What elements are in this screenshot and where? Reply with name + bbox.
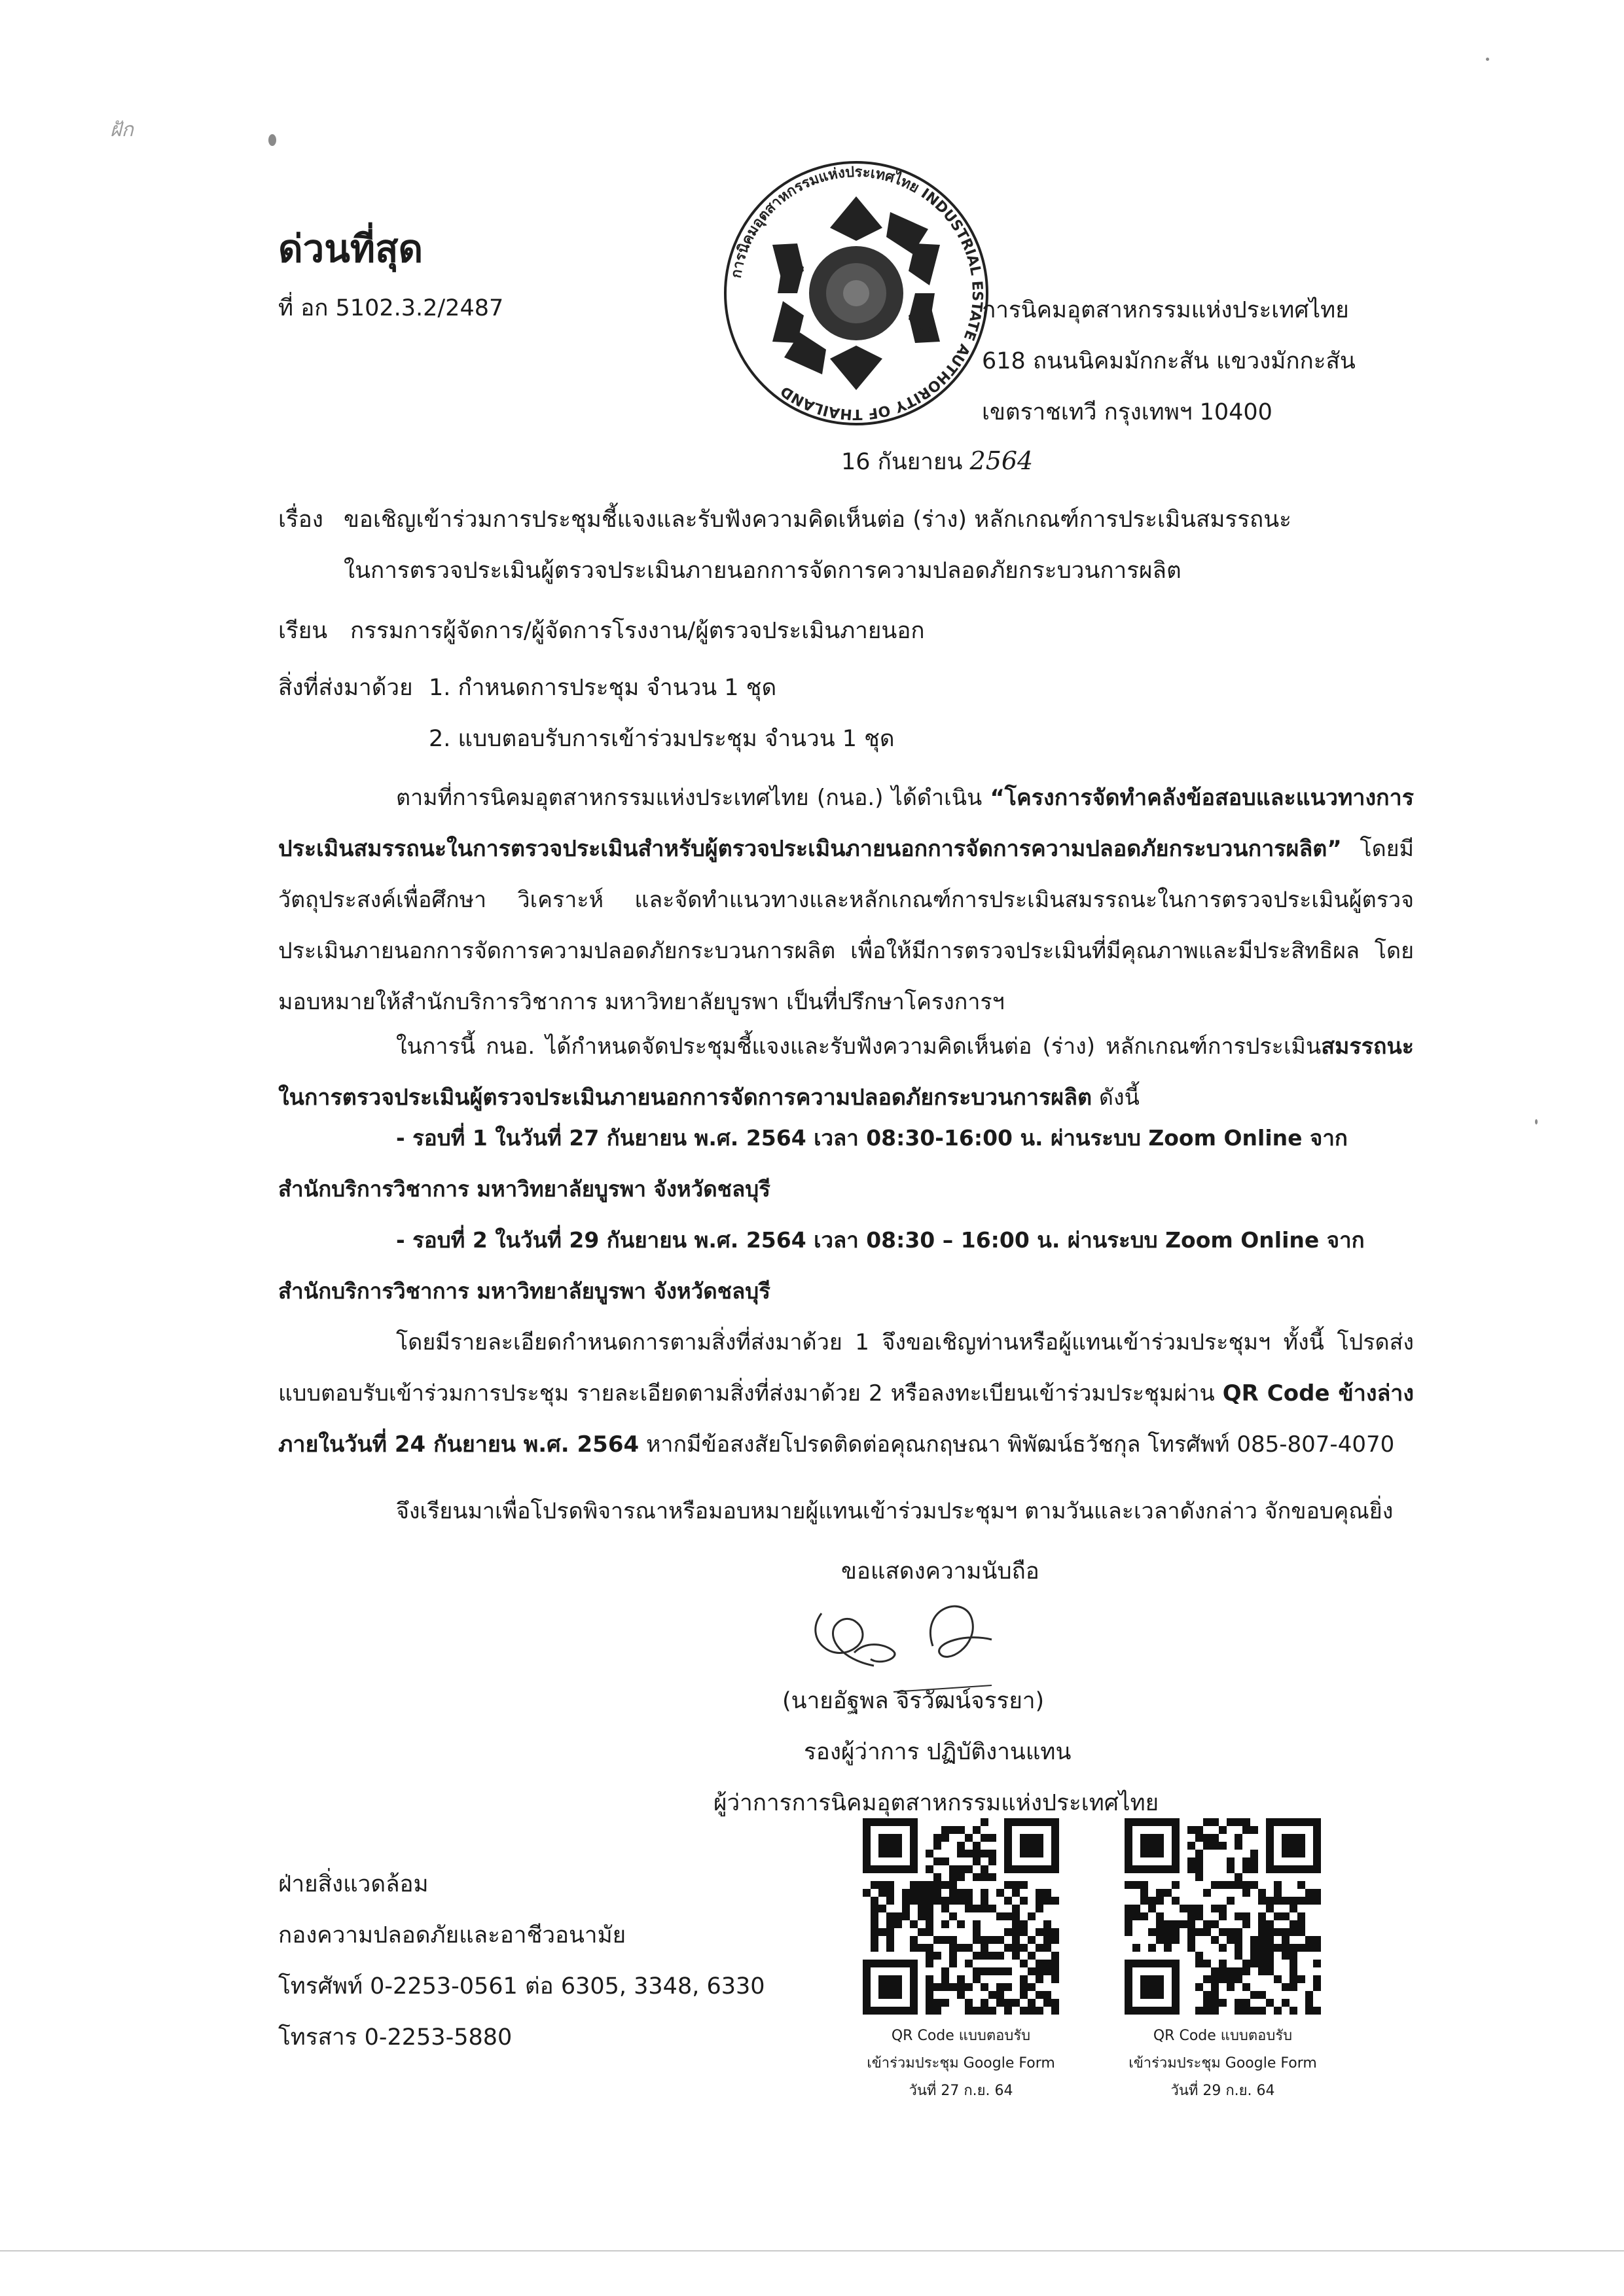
subject-line2: ในการตรวจประเมินผู้ตรวจประเมินภายนอกการจัดการความปลอดภัยกระบวนการผลิต [344,558,1182,584]
body-paragraph-2 [278,1021,1414,1123]
qr-code-icon[interactable] [1125,1818,1321,2015]
round-1-line2: สำนักบริการวิชาการ มหาวิทยาลัยบูรพา จังหวัดชลบุรี [278,1176,770,1202]
qr-caption-1-line3: วันที่ 27 ก.ย. 64 [909,2083,1013,2099]
round-1-line1: - รอบที่ 1 ในวันที่ 27 กันยายน พ.ศ. 2564 เวลา 08:30-16:00 น. ผ่านระบบ Zoom Online จาก [396,1125,1348,1151]
scan-speck [1535,1119,1538,1124]
qr-caption-2-line3: วันที่ 29 ก.ย. 64 [1170,2083,1275,2099]
signatory-name: (นายอัฐพล จิรวัฒน์จรรยา) [782,1688,1045,1714]
contact-department: ฝ่ายสิ่งแวดล้อม [278,1871,429,1897]
p2-end: ดังนี้ [1092,1085,1140,1111]
p1-project-name: “โครงการจัดทำคลังข้อสอบและแนวทางการประเมินสมรรถนะในการตรวจประเมินสำหรับผู้ตรวจประเมินภายนอกการจัดการความปลอดภัยกระบวนการผลิต” [278,785,1414,862]
round-2-line1: - รอบที่ 2 ในวันที่ 29 กันยายน พ.ศ. 2564 เวลา 08:30 – 16:00 น. ผ่านระบบ Zoom Online จาก [396,1227,1365,1253]
ieat-seal-logo [719,156,994,431]
scan-speck [1486,58,1489,61]
closing-paragraph: จึงเรียนมาเพื่อโปรดพิจารณาหรือมอบหมายผู้แทนเข้าร่วมประชุมฯ ตามวันและเวลาดังกล่าว จักขอบคุณยิ่ง [396,1498,1394,1524]
body-paragraph-1 [278,772,1414,1028]
qr-caption-2 [1105,2022,1341,2105]
urgency-label: ด่วนที่สุด [278,226,424,271]
recipient-label: เรียน [278,618,328,644]
date-year-handwritten: 2564 [969,446,1034,475]
enclosures-label: สิ่งที่ส่งมาด้วย [278,675,413,701]
p1-detail: โดยมีวัตถุประสงค์เพื่อศึกษา วิเคราะห์ และจัดทำแนวทางและหลักเกณฑ์การประเมินสมรรถนะในการตรวจประเมินผู้ตรวจประเมินภายนอกการจัดการความปลอดภัยกระบวนการผลิต เพื่อให้มีการตรวจประเมินที่มีคุณภาพและมีประสิทธิผล โดยมอบหมายให้สำนักบริการวิชาการ มหาวิทยาลัยบูรพา เป็นที่ปรึกษาโครงการฯ [278,836,1414,1015]
signatory-title-2: ผู้ว่าการการนิคมอุตสาหกรรมแห่งประเทศไทย [713,1790,1159,1816]
org-address-line1: การนิคมอุตสาหกรรมแห่งประเทศไทย [982,297,1349,323]
contact-fax: โทรสาร 0-2253-5880 [278,2024,513,2051]
date-prefix: 16 กันยายน [841,449,963,475]
qr-code-icon[interactable] [863,1818,1059,2015]
body-paragraph-3 [278,1317,1414,1470]
p1-intro: ตามที่การนิคมอุตสาหกรรมแห่งประเทศไทย (กนอ.) ได้ดำเนิน [396,785,990,811]
qr-caption-2-line1: QR Code แบบตอบรับ [1153,2028,1293,2044]
contact-division: กองความปลอดภัยและอาชีวอนามัย [278,1922,626,1948]
corner-mark: ฝัก [110,118,134,141]
regards: ขอแสดงความนับถือ [841,1558,1039,1585]
qr-caption-1-line1: QR Code แบบตอบรับ [891,2028,1031,2044]
scan-speck [268,134,276,146]
org-address-line2: 618 ถนนนิคมมักกะสัน แขวงมักกะสัน [982,348,1356,374]
qr-caption-2-line2: เข้าร่วมประชุม Google Form [1128,2055,1317,2072]
p3-intro: โดยมีรายละเอียดกำหนดการตามสิ่งที่ส่งมาด้วย 1 จึงขอเชิญท่านหรือผู้แทนเข้าร่วมประชุมฯ ทั้งนี้ โปรดส่งแบบตอบรับเข้าร่วมการประชุม รายละเอียดตามสิ่งที่ส่งมาด้วย 2 หรือลงทะเบียนเข้าร่วมประชุมผ่าน [278,1329,1414,1407]
qr-caption-1-line2: เข้าร่วมประชุม Google Form [867,2055,1055,2072]
contact-phone: โทรศัพท์ 0-2253-0561 ต่อ 6305, 3348, 6330 [278,1973,765,2000]
enclosure-item-1: 1. กำหนดการประชุม จำนวน 1 ชุด [429,675,777,701]
enclosure-item-2: 2. แบบตอบรับการเข้าร่วมประชุม จำนวน 1 ชุด [429,726,895,752]
qr-caption-1 [843,2022,1079,2105]
subject-line1: ขอเชิญเข้าร่วมการประชุมชี้แจงและรับฟังความคิดเห็นต่อ (ร่าง) หลักเกณฑ์การประเมินสมรรถนะ [344,507,1291,533]
logo-ring-text: การนิคมอุตสาหกรรมแห่งประเทศไทย INDUSTRIAL ESTATE AUTHORITY OF THAILAND [728,164,986,423]
recipient-value: กรรมการผู้จัดการ/ผู้จัดการโรงงาน/ผู้ตรวจประเมินภายนอก [350,618,925,644]
p3-contact: หากมีข้อสงสัยโปรดติดต่อคุณกฤษณา พิพัฒน์ธวัชกุล โทรศัพท์ 085-807-4070 [639,1431,1395,1458]
p3-deadline: QR Code ข้างล่าง ภายในวันที่ 24 กันยายน พ.ศ. 2564 [278,1380,1414,1458]
document-number: ที่ อก 5102.3.2/2487 [278,295,504,321]
p2-intro: ในการนี้ กนอ. ได้กำหนดจัดประชุมชี้แจงและรับฟังความคิดเห็นต่อ (ร่าง) หลักเกณฑ์การประเมิน [396,1033,1322,1060]
p2-topic: สมรรถนะในการตรวจประเมินผู้ตรวจประเมินภายนอกการจัดการความปลอดภัยกระบวนการผลิต [278,1033,1414,1111]
round-2-line2: สำนักบริการวิชาการ มหาวิทยาลัยบูรพา จังหวัดชลบุรี [278,1278,770,1304]
document-date [841,435,1033,488]
subject-label: เรื่อง [278,507,323,533]
scan-edge-line [0,2250,1624,2251]
org-address-line3: เขตราชเทวี กรุงเทพฯ 10400 [982,399,1272,425]
signatory-title-1: รองผู้ว่าการ ปฏิบัติงานแทน [804,1739,1072,1765]
